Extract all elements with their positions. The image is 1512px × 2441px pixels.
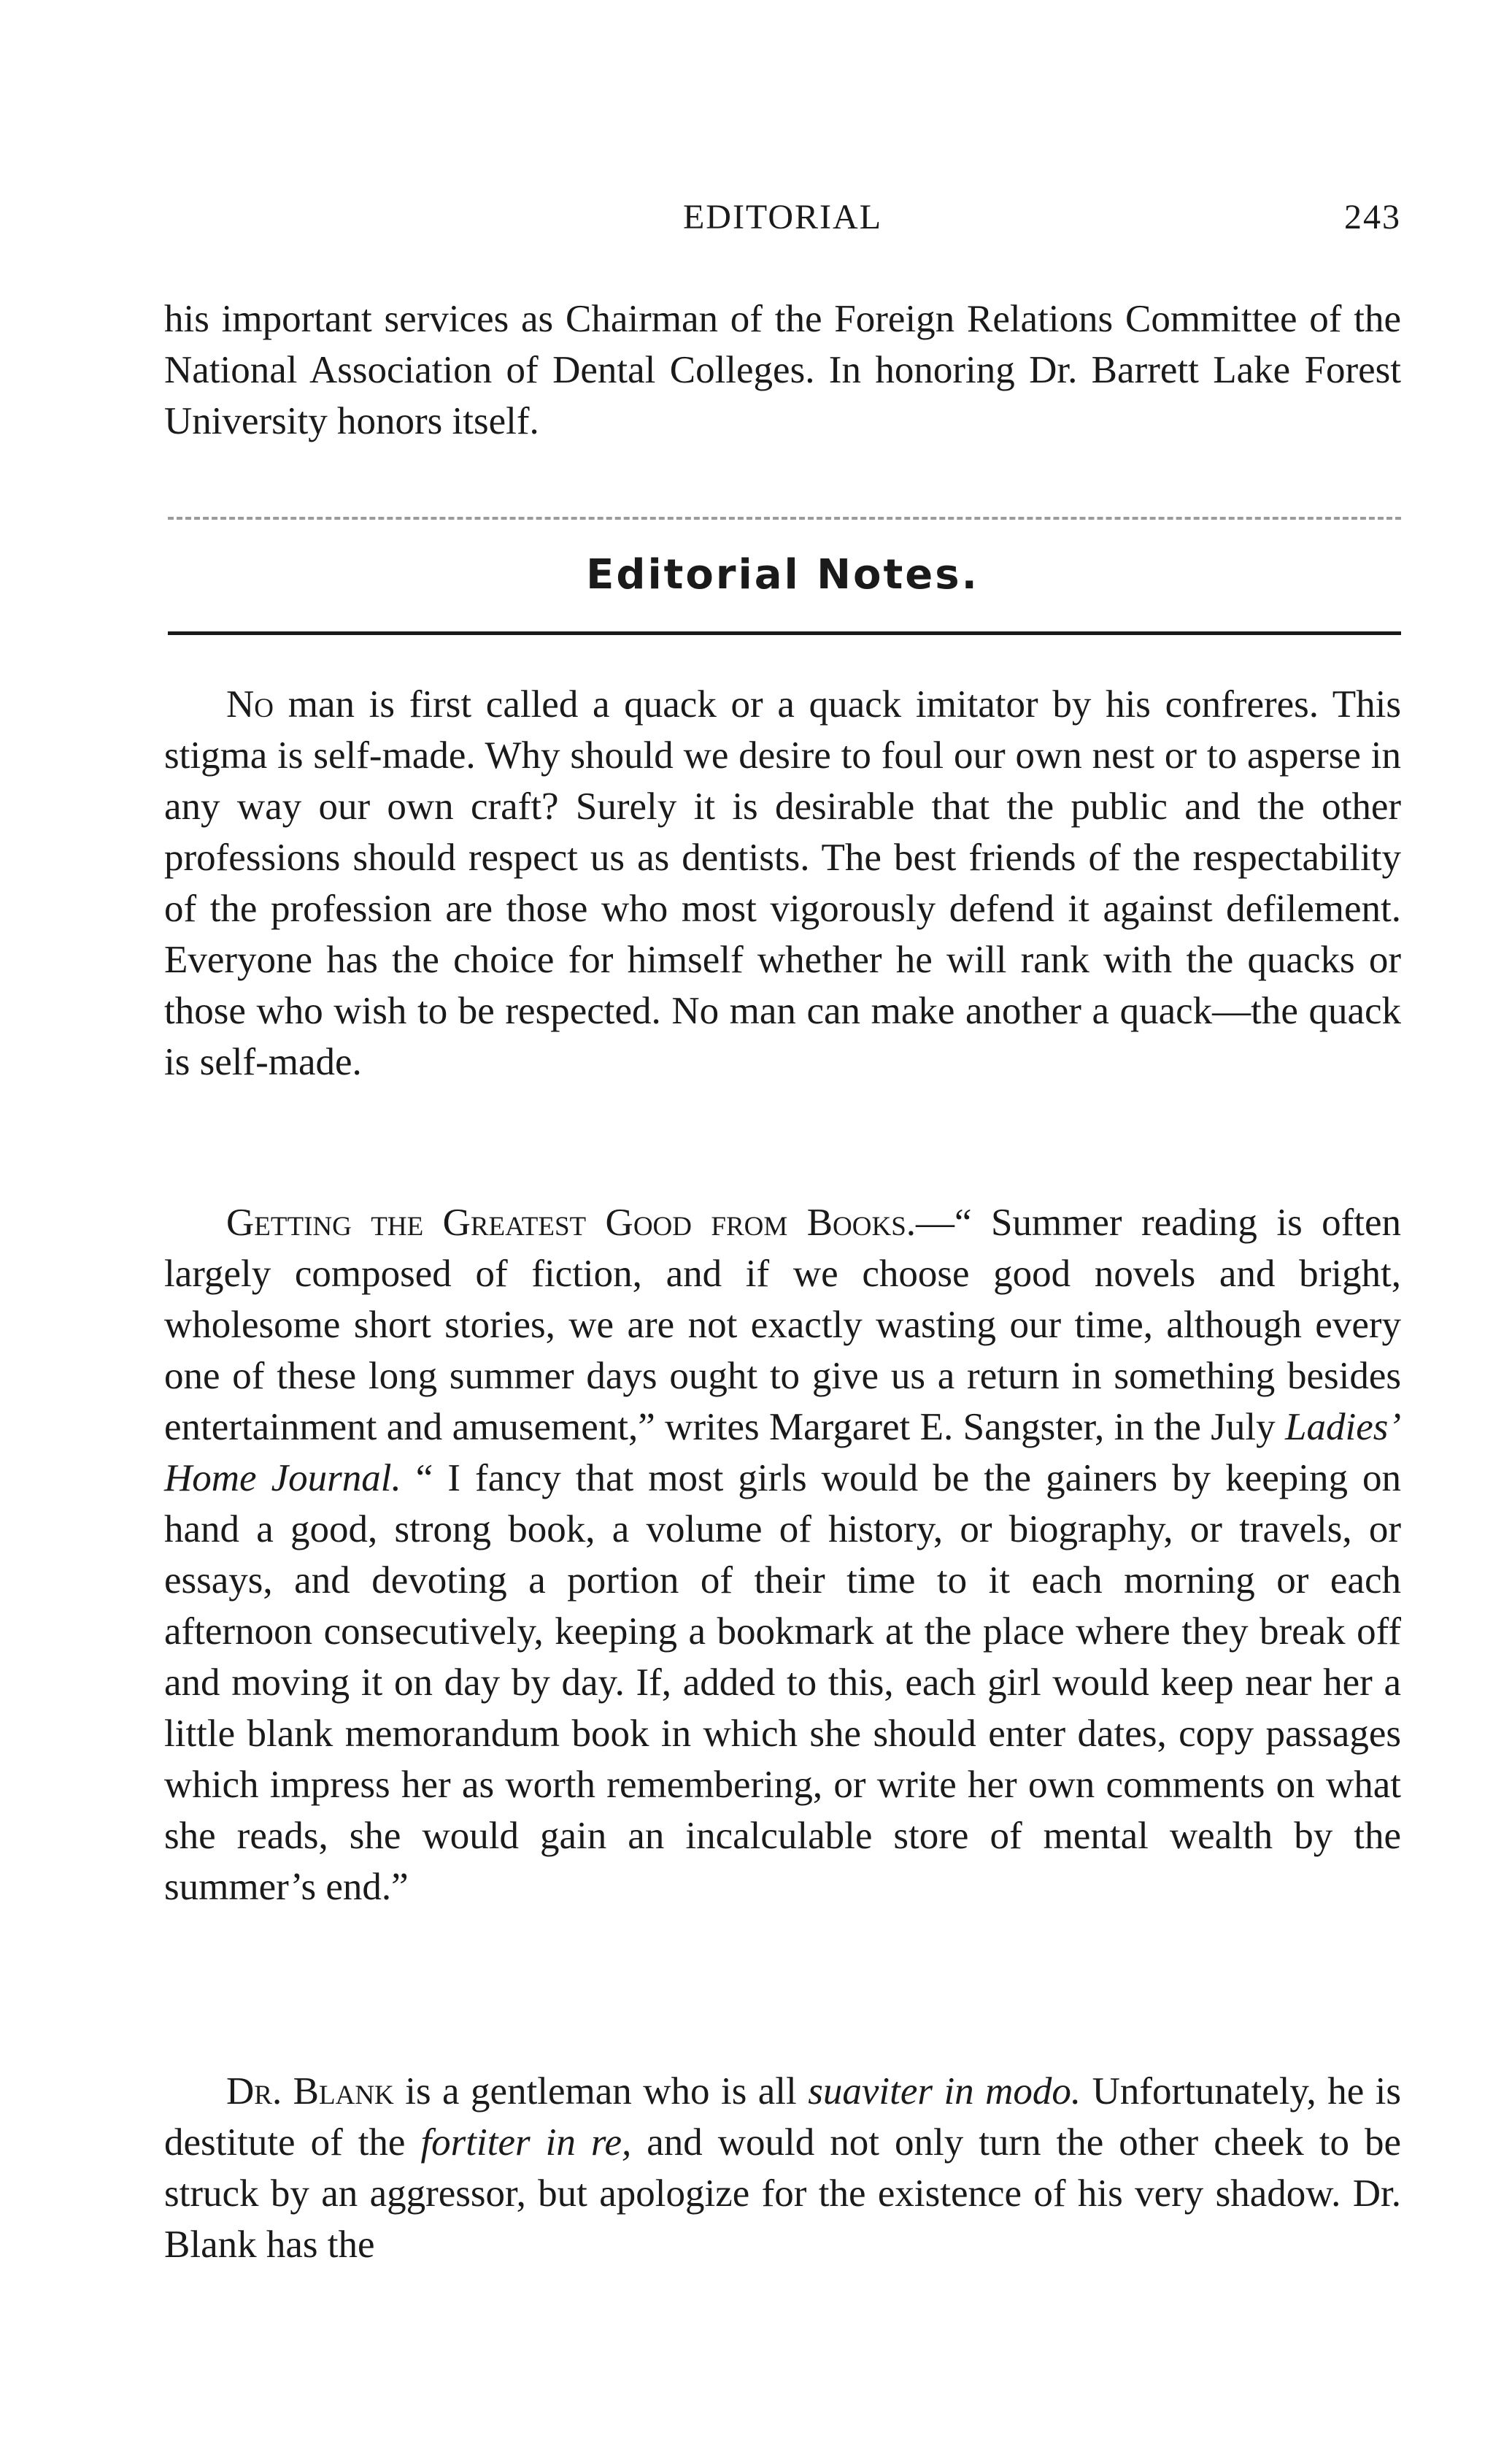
section-title: Editorial Notes. xyxy=(586,551,979,599)
note-books-paragraph xyxy=(164,1197,1401,1913)
running-head xyxy=(164,197,1401,241)
latin-phrase-1: suaviter in modo. xyxy=(808,2070,1081,2113)
page-number: 243 xyxy=(1344,198,1401,237)
note-books-lead: Getting the Greatest Good from Books. xyxy=(226,1202,917,1244)
note-blank-text-1: is a gentleman who is all xyxy=(405,2070,797,2113)
note-blank-text-3: and would not only turn the other cheek to be struck by an aggressor, but apologize for the existence of his very shadow. Dr. Blank has the xyxy=(164,2121,1401,2266)
note-blank xyxy=(164,2066,1401,2270)
journal-title: Ladies’ Home Journal. xyxy=(164,1406,1401,1499)
note-books-text-1: —“ Summer reading is often largely composed of fiction, and if we choose good novels and bright, wholesome short stories, we are not exactly wasting our time, although every one of these long summer days ought to give us a return in something besides entertainment and amusement,” writes Margaret E. Sangster, in the July xyxy=(164,1202,1402,1448)
note-blank-lead: Dr. Blank xyxy=(226,2070,394,2113)
note-quack xyxy=(164,679,1401,1088)
heading-rule xyxy=(168,631,1401,635)
note-books-text-2: “ I fancy that most girls would be the gainers by keeping on hand a good, strong book, a volume of history, or biography, or travels, or essays, and devoting a portion of their time to it each morning or each afternoon consecutively, keeping a bookmark at the place where they break off and moving it on day by day. If, added to this, each girl would keep near her a little blank memorandum book in which she should enter dates, copy passages which impress her as worth remembering, or write her own comments on what she reads, she would gain an incalculable store of mental wealth by the summer’s end.” xyxy=(164,1457,1402,1908)
dotted-divider xyxy=(168,517,1401,527)
running-head-title: EDITORIAL xyxy=(682,198,883,237)
note-books xyxy=(164,1197,1401,1913)
intro-paragraph xyxy=(164,293,1401,447)
note-quack-paragraph xyxy=(164,679,1401,1088)
note-blank-paragraph xyxy=(164,2066,1401,2270)
latin-phrase-2: fortiter in re, xyxy=(420,2121,632,2164)
note-quack-lead: No xyxy=(226,683,274,726)
note-blank-text-2: Unfortunately, he is destitute of the xyxy=(164,2070,1402,2164)
intro-paragraph-text: his important services as Chairman of the Foreign Relations Committee of the National Association of Dental Colleges. In honoring Dr. Barrett Lake Forest University honors itself. xyxy=(164,298,1401,442)
note-quack-text: man is first called a quack or a quack imitator by his confreres. This stigma is self-made. Why should we desire to foul our own nest or to asperse in any way our own craft? Surely it is desirable that the public and the other professions should respect us as dentists. The best friends of the respectability of the profession are those who most vigorously defend it against defilement. Everyone has the choice for himself whether he will rank with the quacks or those who wish to be respected. No man can make another a quack—the quack is self-made. xyxy=(164,683,1402,1083)
